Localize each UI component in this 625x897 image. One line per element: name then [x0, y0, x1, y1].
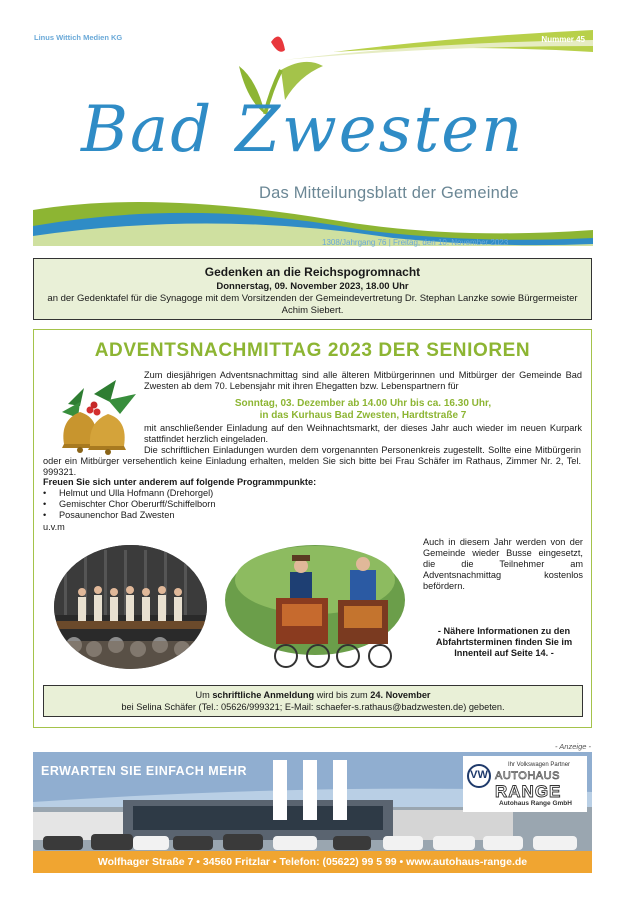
choir-photo [54, 545, 207, 669]
issue-info: 1308/Jahrgang 76 | Freitag, den 10. November 2023 [322, 238, 509, 247]
register-deadline: 24. November [370, 690, 431, 700]
barrel-organ-photo [220, 540, 410, 682]
ad-label: - Anzeige - [555, 742, 591, 751]
christmas-bells-icon [50, 374, 146, 456]
bus-info: Auch in diesem Jahr werden von der Gemeinde wieder Busse eingesetzt, die die Teilnehmer am Adventsnachmittag kostenlos befördern. [423, 537, 583, 591]
ad-slogan: ERWARTEN SIE EINFACH MEHR [41, 764, 248, 778]
advent-details: mit anschließender Einladung auf den Weihnachtsmarkt, der dieses Jahr auch wieder im neuen Kurpark stattfindet herzlich eingeladen. [144, 423, 582, 444]
pogrom-date: Donnerstag, 09. November 2023, 18.00 Uhr [216, 281, 409, 292]
event-date-line-1: Sonntag, 03. Dezember ab 14.00 Uhr bis ca. 16.30 Uhr, [234, 398, 492, 409]
advent-intro: Zum diesjährigen Adventsnachmittag sind alle älteren Mitbürgerinnen und Mitbürger der Gemeinde Bad Zwesten ab dem 70. Lebensjahr mit ihren Ehegatten bzw. Lebenspartnern für [144, 370, 582, 391]
advent-details-2: Die schriftlichen Einladungen wurden dem vorgenannten Personenkreis zugestellt. Sollte eine Mitbürgerin oder ein Mitbürger versehentlich keine Einladung erhalten, melden Sie sich bitte bei Frau Schäfer im Rathaus, Zimmer Nr. 2, Tel. 999321. [43, 445, 581, 477]
ad-address-bar: Wolfhager Straße 7 • 34560 Fritzlar • Telefon: (05622) 99 5 99 • www.autohaus-range.de [33, 851, 592, 873]
program-item: • Gemischter Chor Oberurff/Schiffelborn [43, 499, 215, 510]
issue-number: Nummer 45 [541, 35, 585, 44]
ad-brand-top: AUTOHAUS [495, 770, 560, 782]
register-mid: wird bis zum [314, 690, 371, 700]
masthead-subtitle: Das Mitteilungsblatt der Gemeinde [259, 184, 519, 202]
event-date-line-2: in das Kurhaus Bad Zwesten, Hardtstraße 7 [259, 410, 467, 421]
masthead [33, 30, 593, 246]
program-etc: u.v.m [43, 522, 65, 532]
register-prefix: Um [195, 690, 213, 700]
advent-title: ADVENTSNACHMITTAG 2023 DER SENIOREN [94, 340, 531, 361]
program-item: • Posaunenchor Bad Zwesten [43, 510, 215, 521]
brand-title: Bad Zwesten [81, 93, 525, 167]
register-contact: bei Selina Schäfer (Tel.: 05626/999321; E-Mail: schaefer-s.rathaus@badzwesten.de) gebeten. [121, 702, 505, 712]
ad-brand-main: RANGE [495, 782, 562, 801]
ad-partner: Ihr Volkswagen Partner [508, 762, 571, 768]
advent-event-date [144, 398, 582, 422]
program-list [43, 488, 215, 521]
program-title: Freuen Sie sich unter anderem auf folgende Programmpunkte: [43, 477, 317, 487]
pogrom-title: Gedenken an die Reichspogromnacht [204, 265, 421, 279]
register-bold-1: schriftliche Anmeldung [212, 690, 315, 700]
registration-notice [43, 685, 583, 717]
program-item: • Helmut und Ulla Hofmann (Drehorgel) [43, 488, 215, 499]
publisher-name: Linus Wittich Medien KG [34, 33, 123, 42]
more-info: - Nähere Informationen zu den Abfahrtsterminen finden Sie im Innenteil auf Seite 14. - [435, 626, 573, 658]
flower-petal-red [271, 37, 285, 52]
dealer-logo [463, 756, 587, 812]
pogrom-text: an der Gedenktafel für die Synagoge mit dem Vorsitzenden der Gemeindevertretung Dr. Stephan Lanzke sowie Bürgermeister Achim Siebert. [47, 293, 578, 316]
advent-section [33, 329, 592, 728]
pogrom-notice [33, 258, 592, 320]
car-dealer-ad[interactable] [33, 752, 592, 873]
ad-brand-sub: Autohaus Range GmbH [499, 800, 572, 807]
vw-logo-icon: VW [467, 764, 491, 788]
